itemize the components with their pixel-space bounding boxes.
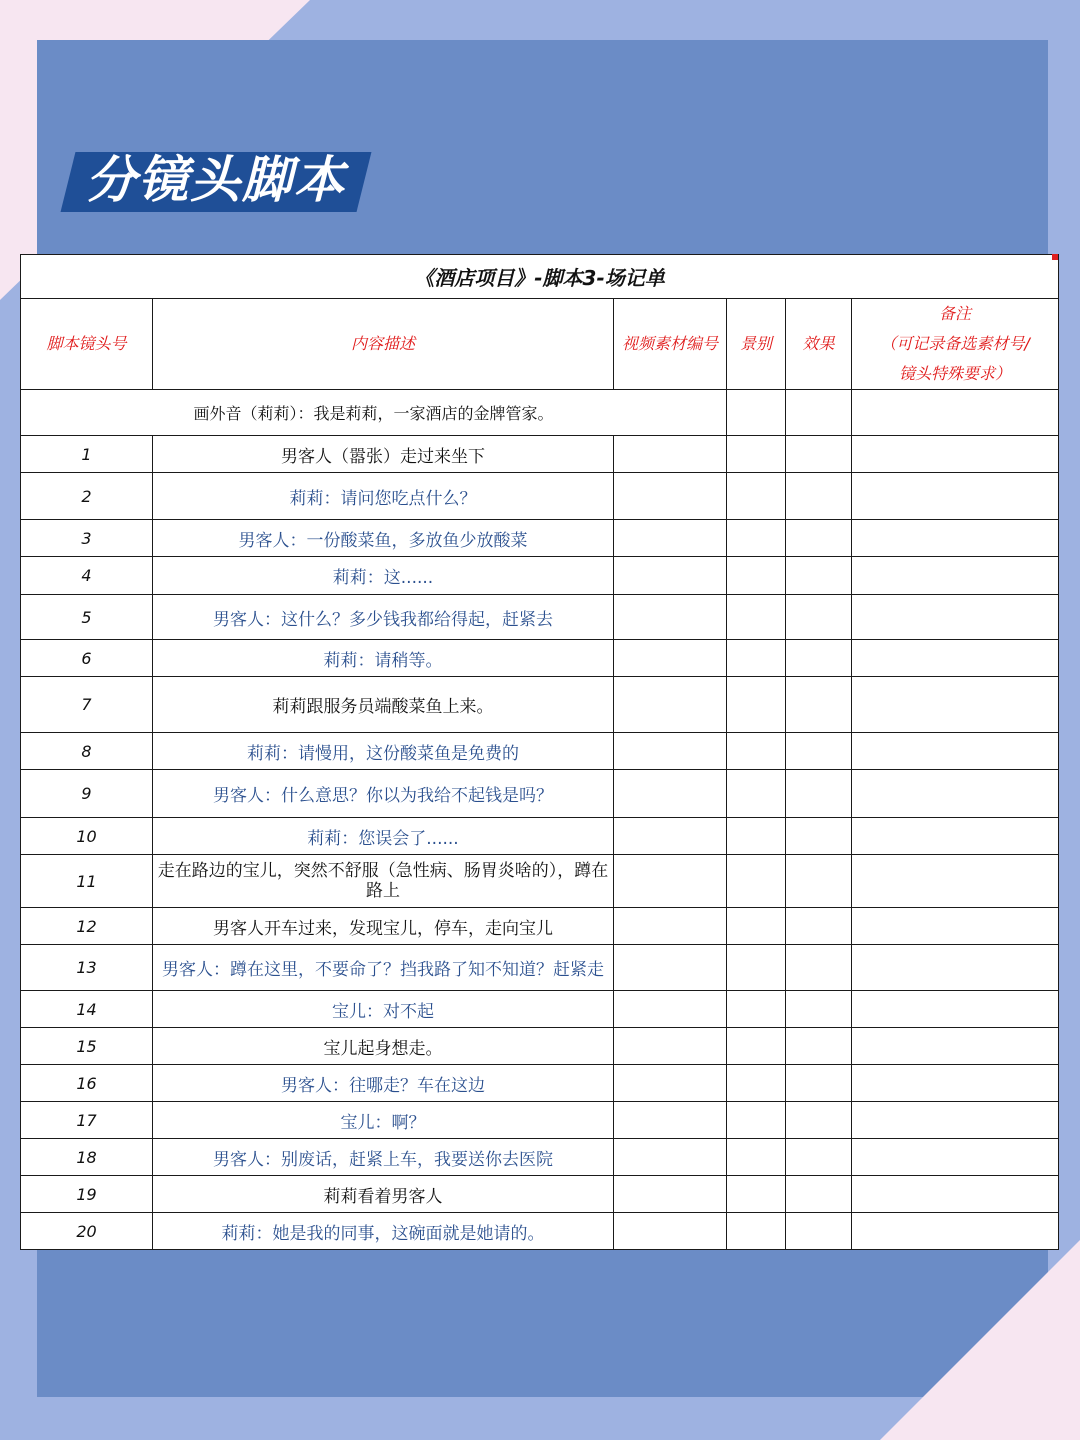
shot-number: 5 — [21, 595, 153, 640]
scene-cell — [727, 855, 786, 908]
table-row — [21, 677, 1059, 733]
script-sheet — [20, 254, 1058, 1250]
material-cell — [614, 1213, 727, 1250]
scene-cell — [727, 473, 786, 520]
table-row — [21, 818, 1059, 855]
shot-content: 男客人：这什么？多少钱我都给得起，赶紧去 — [153, 595, 614, 640]
shot-number: 14 — [21, 991, 153, 1028]
effect-cell — [786, 1176, 852, 1213]
remarks-cell — [852, 640, 1059, 677]
table-row — [21, 436, 1059, 473]
scene-cell — [727, 733, 786, 770]
effect-cell — [786, 520, 852, 557]
remarks-cell — [852, 473, 1059, 520]
header-material-no: 视频素材编号 — [614, 299, 727, 390]
table-row — [21, 473, 1059, 520]
effect-cell — [786, 473, 852, 520]
scene-cell — [727, 595, 786, 640]
shot-content: 莉莉：她是我的同事，这碗面就是她请的。 — [153, 1213, 614, 1250]
shot-content: 男客人（嚣张）走过来坐下 — [153, 436, 614, 473]
table-row — [21, 520, 1059, 557]
material-cell — [614, 1102, 727, 1139]
material-cell — [614, 818, 727, 855]
shot-content: 莉莉：请问您吃点什么？ — [153, 473, 614, 520]
effect-cell — [786, 818, 852, 855]
effect-cell — [786, 595, 852, 640]
remarks-cell — [852, 991, 1059, 1028]
material-cell — [614, 1065, 727, 1102]
shot-content: 莉莉：这...... — [153, 557, 614, 595]
material-cell — [614, 677, 727, 733]
shot-number: 16 — [21, 1065, 153, 1102]
scene-cell — [727, 1102, 786, 1139]
shot-content: 宝儿起身想走。 — [153, 1028, 614, 1065]
shot-number: 2 — [21, 473, 153, 520]
material-cell — [614, 908, 727, 945]
effect-cell — [786, 1102, 852, 1139]
shot-number: 8 — [21, 733, 153, 770]
material-cell — [614, 436, 727, 473]
effect-cell — [786, 770, 852, 818]
effect-cell — [786, 1065, 852, 1102]
table-row — [21, 1065, 1059, 1102]
scene-cell — [727, 1139, 786, 1176]
effect-cell — [786, 436, 852, 473]
effect-cell — [786, 1028, 852, 1065]
shot-content: 男客人：什么意思？你以为我给不起钱是吗？ — [153, 770, 614, 818]
material-cell — [614, 1139, 727, 1176]
table-row — [21, 557, 1059, 595]
scene-cell — [727, 770, 786, 818]
shot-number: 10 — [21, 818, 153, 855]
material-cell — [614, 733, 727, 770]
table-row — [21, 945, 1059, 991]
narration-row — [21, 390, 1059, 436]
table-row — [21, 1028, 1059, 1065]
shot-number: 13 — [21, 945, 153, 991]
scene-cell — [727, 818, 786, 855]
page-title: 分镜头脚本 — [86, 151, 346, 209]
remarks-cell — [852, 1213, 1059, 1250]
shot-content: 莉莉：您误会了...... — [153, 818, 614, 855]
remarks-cell — [852, 818, 1059, 855]
shot-number: 1 — [21, 436, 153, 473]
remarks-cell — [852, 595, 1059, 640]
effect-cell — [786, 557, 852, 595]
sheet-corner-mark — [1052, 254, 1058, 260]
shot-content: 走在路边的宝儿，突然不舒服（急性病、肠胃炎啥的），蹲在路上 — [153, 855, 614, 908]
shot-content: 莉莉：请稍等。 — [153, 640, 614, 677]
remarks-cell — [852, 855, 1059, 908]
shot-content: 莉莉看着男客人 — [153, 1176, 614, 1213]
shot-content: 莉莉：请慢用，这份酸菜鱼是免费的 — [153, 733, 614, 770]
material-cell — [614, 640, 727, 677]
remarks-cell — [852, 733, 1059, 770]
shot-content: 莉莉跟服务员端酸菜鱼上来。 — [153, 677, 614, 733]
shot-number: 7 — [21, 677, 153, 733]
material-cell — [614, 945, 727, 991]
table-row — [21, 855, 1059, 908]
material-cell — [614, 595, 727, 640]
effect-cell — [786, 640, 852, 677]
remarks-cell — [852, 1065, 1059, 1102]
header-remarks-line3: 镜头特殊要求） — [899, 364, 1012, 383]
material-cell — [614, 991, 727, 1028]
shot-content: 男客人：往哪走？车在这边 — [153, 1065, 614, 1102]
remarks-cell — [852, 1139, 1059, 1176]
material-cell — [614, 473, 727, 520]
shot-number: 15 — [21, 1028, 153, 1065]
scene-cell — [727, 677, 786, 733]
shot-table — [20, 254, 1059, 1250]
scene-cell — [727, 1213, 786, 1250]
scene-cell — [727, 991, 786, 1028]
table-row — [21, 1213, 1059, 1250]
table-row — [21, 733, 1059, 770]
shot-number: 11 — [21, 855, 153, 908]
table-row — [21, 1176, 1059, 1213]
scene-cell — [727, 520, 786, 557]
material-cell — [614, 520, 727, 557]
shot-number: 4 — [21, 557, 153, 595]
scene-cell — [727, 1065, 786, 1102]
table-row — [21, 640, 1059, 677]
effect-cell — [786, 733, 852, 770]
remarks-cell — [852, 770, 1059, 818]
header-row — [21, 299, 1059, 390]
sheet-title: 《酒店项目》-脚本3-场记单 — [21, 255, 1059, 299]
material-cell — [614, 1028, 727, 1065]
table-row — [21, 908, 1059, 945]
shot-number: 12 — [21, 908, 153, 945]
scene-cell — [727, 557, 786, 595]
shot-number: 19 — [21, 1176, 153, 1213]
header-remarks-line2: （可记录备选素材号/ — [880, 334, 1030, 353]
header-shot-no: 脚本镜头号 — [21, 299, 153, 390]
effect-cell — [786, 1139, 852, 1176]
header-content: 内容描述 — [153, 299, 614, 390]
remarks-cell — [852, 520, 1059, 557]
header-remarks — [852, 299, 1059, 390]
header-remarks-line1: 备注 — [939, 304, 972, 323]
table-row — [21, 1102, 1059, 1139]
remarks-cell — [852, 1176, 1059, 1213]
remarks-cell — [852, 677, 1059, 733]
remarks-cell — [852, 557, 1059, 595]
shot-number: 17 — [21, 1102, 153, 1139]
header-scene: 景别 — [727, 299, 786, 390]
material-cell — [614, 1176, 727, 1213]
shot-content: 宝儿：啊？ — [153, 1102, 614, 1139]
table-row — [21, 595, 1059, 640]
remarks-cell — [852, 1102, 1059, 1139]
table-row — [21, 770, 1059, 818]
material-cell — [614, 557, 727, 595]
header-effect: 效果 — [786, 299, 852, 390]
effect-cell — [786, 855, 852, 908]
effect-cell — [786, 991, 852, 1028]
effect-cell — [786, 908, 852, 945]
table-row — [21, 1139, 1059, 1176]
sheet-title-row — [21, 255, 1059, 299]
table-row — [21, 991, 1059, 1028]
material-cell — [614, 770, 727, 818]
scene-cell — [727, 1028, 786, 1065]
shot-content: 宝儿：对不起 — [153, 991, 614, 1028]
remarks-cell — [852, 908, 1059, 945]
effect-cell — [786, 677, 852, 733]
shot-number: 18 — [21, 1139, 153, 1176]
effect-cell — [786, 945, 852, 991]
shot-content: 男客人：蹲在这里，不要命了？挡我路了知不知道？赶紧走 — [153, 945, 614, 991]
shot-content: 男客人：一份酸菜鱼，多放鱼少放酸菜 — [153, 520, 614, 557]
remarks-cell — [852, 436, 1059, 473]
shot-number: 9 — [21, 770, 153, 818]
remarks-cell — [852, 945, 1059, 991]
shot-number: 3 — [21, 520, 153, 557]
remarks-cell — [852, 1028, 1059, 1065]
shot-number: 6 — [21, 640, 153, 677]
material-cell — [614, 855, 727, 908]
scene-cell — [727, 640, 786, 677]
shot-content: 男客人开车过来，发现宝儿，停车，走向宝儿 — [153, 908, 614, 945]
scene-cell — [727, 908, 786, 945]
shot-content: 男客人：别废话，赶紧上车，我要送你去医院 — [153, 1139, 614, 1176]
shot-number: 20 — [21, 1213, 153, 1250]
narration-text: 画外音（莉莉）：我是莉莉，一家酒店的金牌管家。 — [21, 390, 727, 436]
scene-cell — [727, 945, 786, 991]
scene-cell — [727, 436, 786, 473]
scene-cell — [727, 1176, 786, 1213]
effect-cell — [786, 1213, 852, 1250]
